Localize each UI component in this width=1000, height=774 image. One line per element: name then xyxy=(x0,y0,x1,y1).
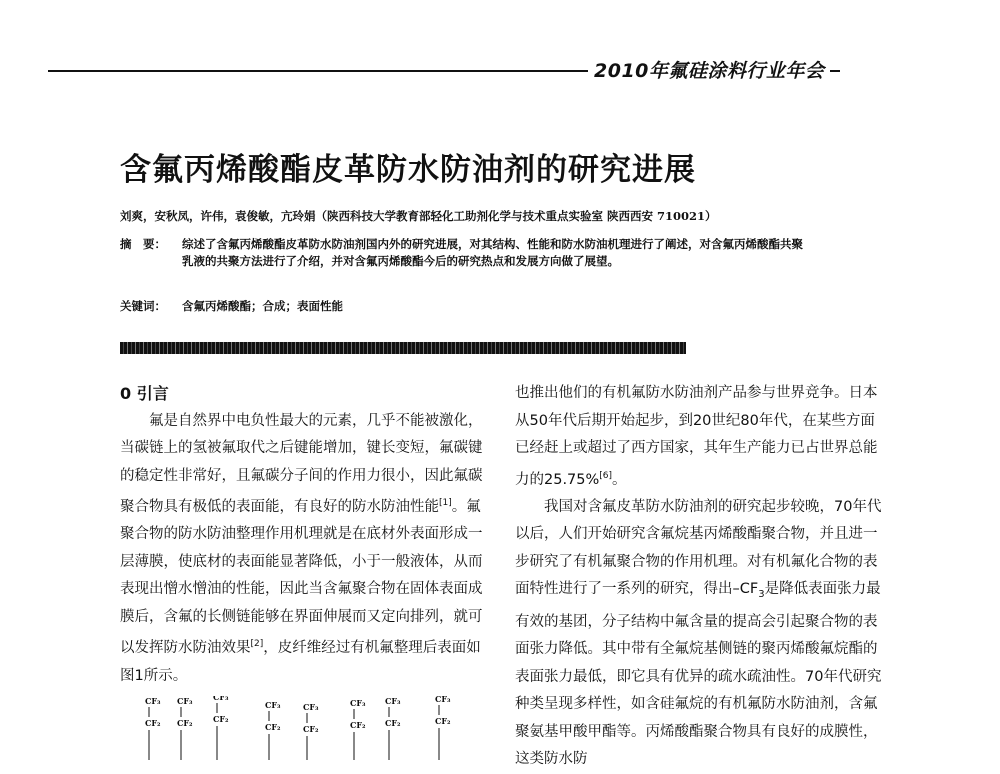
intro-text-c: ，皮纤维经过有机氟整理后表面如图1所示。 xyxy=(120,640,481,684)
header-rule-right xyxy=(830,70,840,72)
conference-header: 2010年氟硅涂料行业年会 xyxy=(594,60,825,82)
keywords xyxy=(120,298,343,314)
chain-cf3-label: CF₃ xyxy=(303,702,319,712)
intro-text-a: 氟是自然界中电负性最大的元素，几乎不能被激化，当碳链上的氢被氟取代之后键能增加，键长变短，氟碳键的稳定性非常好，且氟碳分子间的作用力很小，因此氟碳聚合物具有极低的表面能，有良好的防水防油性能 xyxy=(120,412,483,515)
abstract-body: 综述了含氟丙烯酸酯皮革防水防油剂国内外的研究进展，对其结构、性能和防水防油机理进行了阐述，对含氟丙烯酸酯共聚乳液的共聚方法进行了介绍，并对含氟丙烯酸酯今后的研究热点和发展方向做了展望。 xyxy=(182,237,803,268)
right-text-d: 是降低表面张力最有效的基团，分子结构中氟含量的提高会引起聚合物的表面张力降低。其中带有全氟烷基侧链的聚丙烯酸氟烷酯的表面张力最低，即它具有优异的疏水疏油性。70年代研究种类呈现多样性，如含硅氟烷的有机氟防水防油剂，含氟聚氨基甲酸甲酯等。丙烯酸酯聚合物具有良好的成膜性，这类防水防 xyxy=(515,581,882,768)
citation-2: [2] xyxy=(250,639,264,650)
paper-title: 含氟丙烯酸酯皮革防水防油剂的研究进展 xyxy=(120,152,696,188)
chain-cf2-label: CF₂ xyxy=(303,724,319,734)
figure-1-fluorocarbon-chains xyxy=(135,696,490,760)
chain-cf3-label: CF₃ xyxy=(350,698,366,708)
abstract-label: 摘 要： xyxy=(120,237,166,251)
divider-band xyxy=(120,342,686,354)
paper-authors: 刘爽，安秋凤，许伟，袁俊敏，亢玲娟（陕西科技大学教育部轻化工助剂化学与技术重点实验室 陕西西安 710021） xyxy=(120,209,717,223)
right-text-a: 也推出他们的有机氟防水防油剂产品参与世界竞争。日本从50年代后期开始起步，到20世纪80年代，在某些方面已经赶上或超过了西方国家，其年生产能力已占世界总能力的25.75% xyxy=(515,385,878,488)
chain-cf3-label: CF₃ xyxy=(177,696,193,706)
cf3-subscript: 3 xyxy=(758,589,765,601)
right-text-c: 我国对含氟皮革防水防油剂的研究起步较晚，70年代以后，人们开始研究含氟烷基丙烯酸酯聚合物，并且进一步研究了有机氟聚合物的作用机理。对有机氟化合物的表面特性进行了一系列的研究，得出–CF xyxy=(515,498,882,598)
keywords-value: 含氟丙烯酸酯；合成；表面性能 xyxy=(182,299,343,313)
chain-cf2-label: CF₂ xyxy=(350,720,366,730)
left-column xyxy=(120,380,490,690)
chain-cf3-label: CF₃ xyxy=(145,696,161,706)
chain-cf3-label: CF₃ xyxy=(265,700,281,710)
chain-cf2-label: CF₂ xyxy=(145,718,161,728)
chain-cf2-label: CF₂ xyxy=(385,718,401,728)
chain-cf2-label: CF₂ xyxy=(435,716,451,726)
chain-cf2-label: CF₂ xyxy=(213,714,229,724)
right-paragraph-2 xyxy=(515,494,885,774)
intro-text-b: 。氟聚合物的防水防油整理作用机理就是在底材外表面形成一层薄膜，使底材的表面能显著降低，小于一般液体，从而表现出憎水憎油的性能，因此当含氟聚合物在固体表面成膜后，含氟的长侧链能够在界面伸展而又定向排列，就可以发挥防水防油效果 xyxy=(120,498,483,657)
right-column xyxy=(515,380,885,774)
chain-cf3-label: CF₃ xyxy=(385,696,401,706)
keywords-label: 关键词： xyxy=(120,299,166,313)
citation-1: [1] xyxy=(439,498,452,508)
chain-cf2-label: CF₂ xyxy=(265,722,281,732)
chain-cf3-label: CF₃ xyxy=(213,696,229,702)
right-paragraph-1 xyxy=(515,380,885,494)
section-title: 0 引言 xyxy=(120,384,169,403)
chain-cf3-label: CF₃ xyxy=(435,696,451,704)
chain-cf2-label: CF₂ xyxy=(177,718,193,728)
intro-paragraph xyxy=(120,408,490,691)
citation-6: [6] xyxy=(599,470,613,481)
header-rule-left xyxy=(48,70,588,72)
right-text-b: 。 xyxy=(612,471,627,488)
